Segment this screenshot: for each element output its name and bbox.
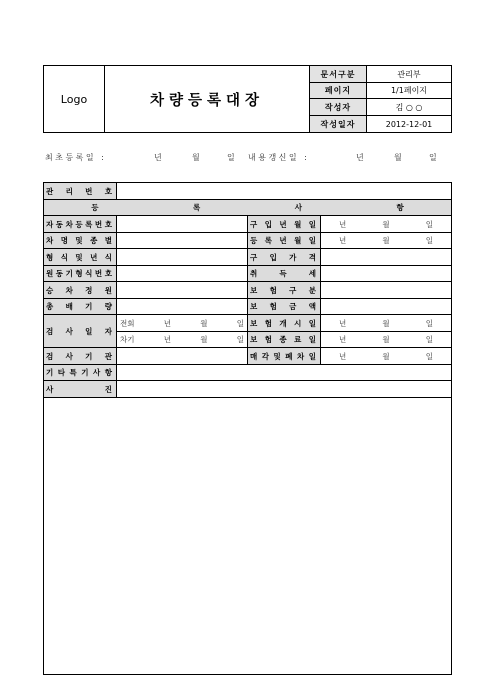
label-char: 진 [104,384,112,394]
label-char: 자 [46,219,54,229]
meta-label-doc-type: 문서구분 [310,66,367,83]
label-char: 격 [308,252,316,262]
label-char: 특 [69,368,77,377]
label-text [250,252,316,263]
label-char: 액 [308,302,316,311]
label-char: 타 [57,368,65,377]
label-char: 록 [85,219,93,229]
label-char: 개 [279,318,287,328]
label-char: 험 [269,285,277,295]
label-char: 차 [65,285,73,295]
label-text [250,219,316,230]
label-char: 사 [294,203,302,212]
label-char: 시 [294,318,302,328]
label-insurance-type [248,282,321,299]
label-seating [44,282,117,299]
label-char: 보 [250,285,258,295]
label-char: 형 [46,252,54,262]
day-mark: 일 [236,318,244,328]
field-insurance-end[interactable] [321,332,452,348]
label-char: 관 [104,351,112,361]
field-engine-type[interactable] [117,266,248,282]
label-char: 구 [250,219,258,229]
meta-value-doc-type: 관리부 [367,66,452,83]
label-text [250,268,316,279]
section-title-text [44,202,451,213]
label-text [46,301,112,312]
label-text [250,285,316,296]
renew-month: 월 [394,153,402,162]
label-char: 년 [90,252,98,262]
label-char: 등 [91,203,99,212]
label-model [44,233,117,249]
label-text [250,334,316,345]
label-text [46,186,112,197]
field-acquisition-tax[interactable] [321,266,452,282]
label-char: 보 [250,335,258,344]
registration-line [43,152,451,164]
label-engine-type [44,266,117,282]
page-title: 차량등록대장 [105,66,310,133]
label-char: 금 [289,302,297,311]
label-char: 득 [279,269,287,278]
label-char: 등 [250,236,258,245]
label-char: 종 [90,236,98,245]
renewal-label: 내용갱신일 : [248,153,310,162]
label-displacement [44,299,117,315]
label-char: 년 [279,236,287,245]
photo-area[interactable] [44,398,452,675]
label-char: 항 [396,203,404,212]
label-char: 차 [65,219,73,229]
label-char: 식 [60,252,68,262]
label-char: 입 [264,219,272,229]
label-text [46,285,112,296]
label-char: 명 [60,236,68,245]
label-text [250,301,316,312]
field-type-year[interactable] [117,249,248,266]
label-char: 사 [65,351,73,361]
label-char: 기 [85,351,93,361]
label-char: 종 [279,335,287,344]
label-registration-date [248,233,321,249]
label-char: 일 [308,335,316,344]
label-char: 취 [250,269,258,278]
label-char: 록 [264,236,272,245]
meta-label-page: 페이지 [310,83,367,99]
field-seating[interactable] [117,282,248,299]
field-inspection-agency[interactable] [117,348,248,365]
label-char: 차 [297,351,305,361]
label-char: 월 [294,236,302,245]
field-purchase-price[interactable] [321,249,452,266]
label-char: 호 [104,186,112,196]
label-text [250,318,316,329]
field-vehicle-reg-no[interactable] [117,216,248,233]
label-char: 가 [289,252,297,262]
label-char: 일 [308,236,316,245]
label-char: 차 [46,236,54,245]
label-char: 보 [250,302,258,311]
label-text [46,326,112,337]
label-char: 배 [65,302,73,311]
label-char: 사 [46,384,54,394]
meta-value-author: 김 ○ ○ [367,99,452,116]
year-mark: 년 [339,236,347,245]
label-char: 및 [273,351,281,361]
year-mark: 년 [339,318,347,328]
label-text [46,252,112,263]
month-mark: 월 [200,335,208,344]
label-char: 세 [308,269,316,278]
label-char: 번 [85,186,93,196]
label-char: 자 [104,326,112,336]
label-sale-date [248,348,321,365]
first-month: 월 [192,153,200,162]
month-mark: 월 [382,351,390,361]
meta-label-date: 작성일자 [310,116,367,133]
day-mark: 일 [425,335,433,344]
day-mark: 일 [236,335,244,344]
label-insurance-amount [248,299,321,315]
label-text [46,219,112,230]
label-char: 료 [294,335,302,344]
label-text [46,351,112,362]
label-char: 원 [46,269,54,278]
label-char: 식 [85,269,93,278]
field-model[interactable] [117,233,248,249]
label-char: 일 [308,219,316,229]
year-mark: 년 [163,318,171,328]
label-char: 동 [55,269,64,278]
label-purchase-date [248,216,321,233]
next-label: 차기 [120,335,135,344]
field-photo[interactable] [117,381,452,398]
month-mark: 월 [382,318,390,328]
day-mark: 일 [425,318,433,328]
label-char: 리 [65,186,73,196]
label-char: 일 [308,318,316,328]
label-mgmt-no [44,183,117,200]
logo: Logo [44,66,105,133]
field-sale-date[interactable] [321,348,452,365]
label-char: 기 [65,269,73,278]
label-char: 검 [46,326,54,336]
first-registration-label: 최초등록일 : [45,153,107,162]
label-char: 및 [75,252,83,262]
label-text [250,351,316,362]
label-purchase-price [248,249,321,266]
label-char: 및 [75,236,83,245]
day-mark: 일 [425,351,433,361]
year-mark: 년 [339,335,347,344]
renew-day: 일 [429,153,437,162]
label-photo [44,381,117,398]
field-registration-date[interactable] [321,233,452,249]
label-char: 번 [94,269,103,278]
field-mgmt-no[interactable] [117,183,452,200]
month-mark: 월 [382,236,390,245]
label-char: 번 [94,219,103,229]
label-char: 보 [250,318,258,328]
label-char: 분 [308,285,316,295]
label-char: 험 [264,335,272,344]
label-char: 사 [93,368,101,377]
label-char: 입 [269,252,277,262]
label-char: 록 [193,203,201,212]
first-day: 일 [227,153,235,162]
label-type-year [44,249,117,266]
label-text [46,384,112,395]
label-char: 호 [104,269,112,278]
label-char: 총 [46,302,54,311]
field-insurance-type[interactable] [321,282,452,299]
label-vehicle-reg-no [44,216,117,233]
field-inspection-next[interactable] [117,332,248,348]
meta-label-author: 작성자 [310,99,367,116]
label-char: 험 [264,318,272,328]
prev-label: 전회 [120,318,135,328]
label-char: 등 [75,219,83,229]
label-text [46,235,112,246]
label-char: 승 [46,285,54,295]
label-char: 식 [104,252,112,262]
label-char: 월 [294,219,302,229]
label-char: 기 [46,368,54,377]
renew-year: 년 [356,153,364,162]
label-insurance-end [248,332,321,348]
label-char: 매 [250,351,258,361]
label-acquisition-tax [248,266,321,282]
label-char: 일 [85,326,93,336]
label-char: 호 [104,219,112,229]
label-char: 형 [75,269,83,278]
label-text [250,235,316,246]
field-insurance-amount[interactable] [321,299,452,315]
label-text [46,367,112,378]
document-header [43,65,452,133]
label-inspection-agency [44,348,117,365]
field-remarks[interactable] [117,365,452,381]
field-purchase-date[interactable] [321,216,452,233]
section-title [44,200,452,216]
field-displacement[interactable] [117,299,248,315]
label-insurance-start [248,315,321,332]
label-char: 각 [261,351,269,361]
year-mark: 년 [339,219,347,229]
label-char: 기 [85,302,93,311]
label-char: 별 [104,236,112,245]
label-inspection-date [44,315,117,348]
field-insurance-start[interactable] [321,315,452,332]
label-char: 량 [104,302,112,311]
registration-form [43,182,452,675]
label-char: 기 [81,368,89,377]
meta-value-date: 2012-12-01 [367,116,452,133]
label-char: 사 [65,326,73,336]
label-char: 구 [289,285,297,295]
month-mark: 월 [382,335,390,344]
label-char: 일 [308,351,316,361]
label-char: 동 [55,219,64,229]
label-char: 년 [279,219,287,229]
month-mark: 월 [382,219,390,229]
label-remarks [44,365,117,381]
label-text [46,268,112,279]
year-mark: 년 [339,351,347,361]
label-char: 폐 [285,351,293,361]
month-mark: 월 [200,318,208,328]
first-year: 년 [154,153,162,162]
day-mark: 일 [425,219,433,229]
label-char: 구 [250,252,258,262]
label-char: 정 [85,285,93,295]
label-char: 원 [104,285,112,295]
year-mark: 년 [163,335,171,344]
label-char: 검 [46,351,54,361]
field-inspection-prev[interactable] [117,315,248,332]
meta-value-page: 1/1페이지 [367,83,452,99]
label-char: 항 [104,368,112,377]
label-char: 관 [46,186,54,196]
day-mark: 일 [425,236,433,245]
label-char: 험 [269,302,277,311]
